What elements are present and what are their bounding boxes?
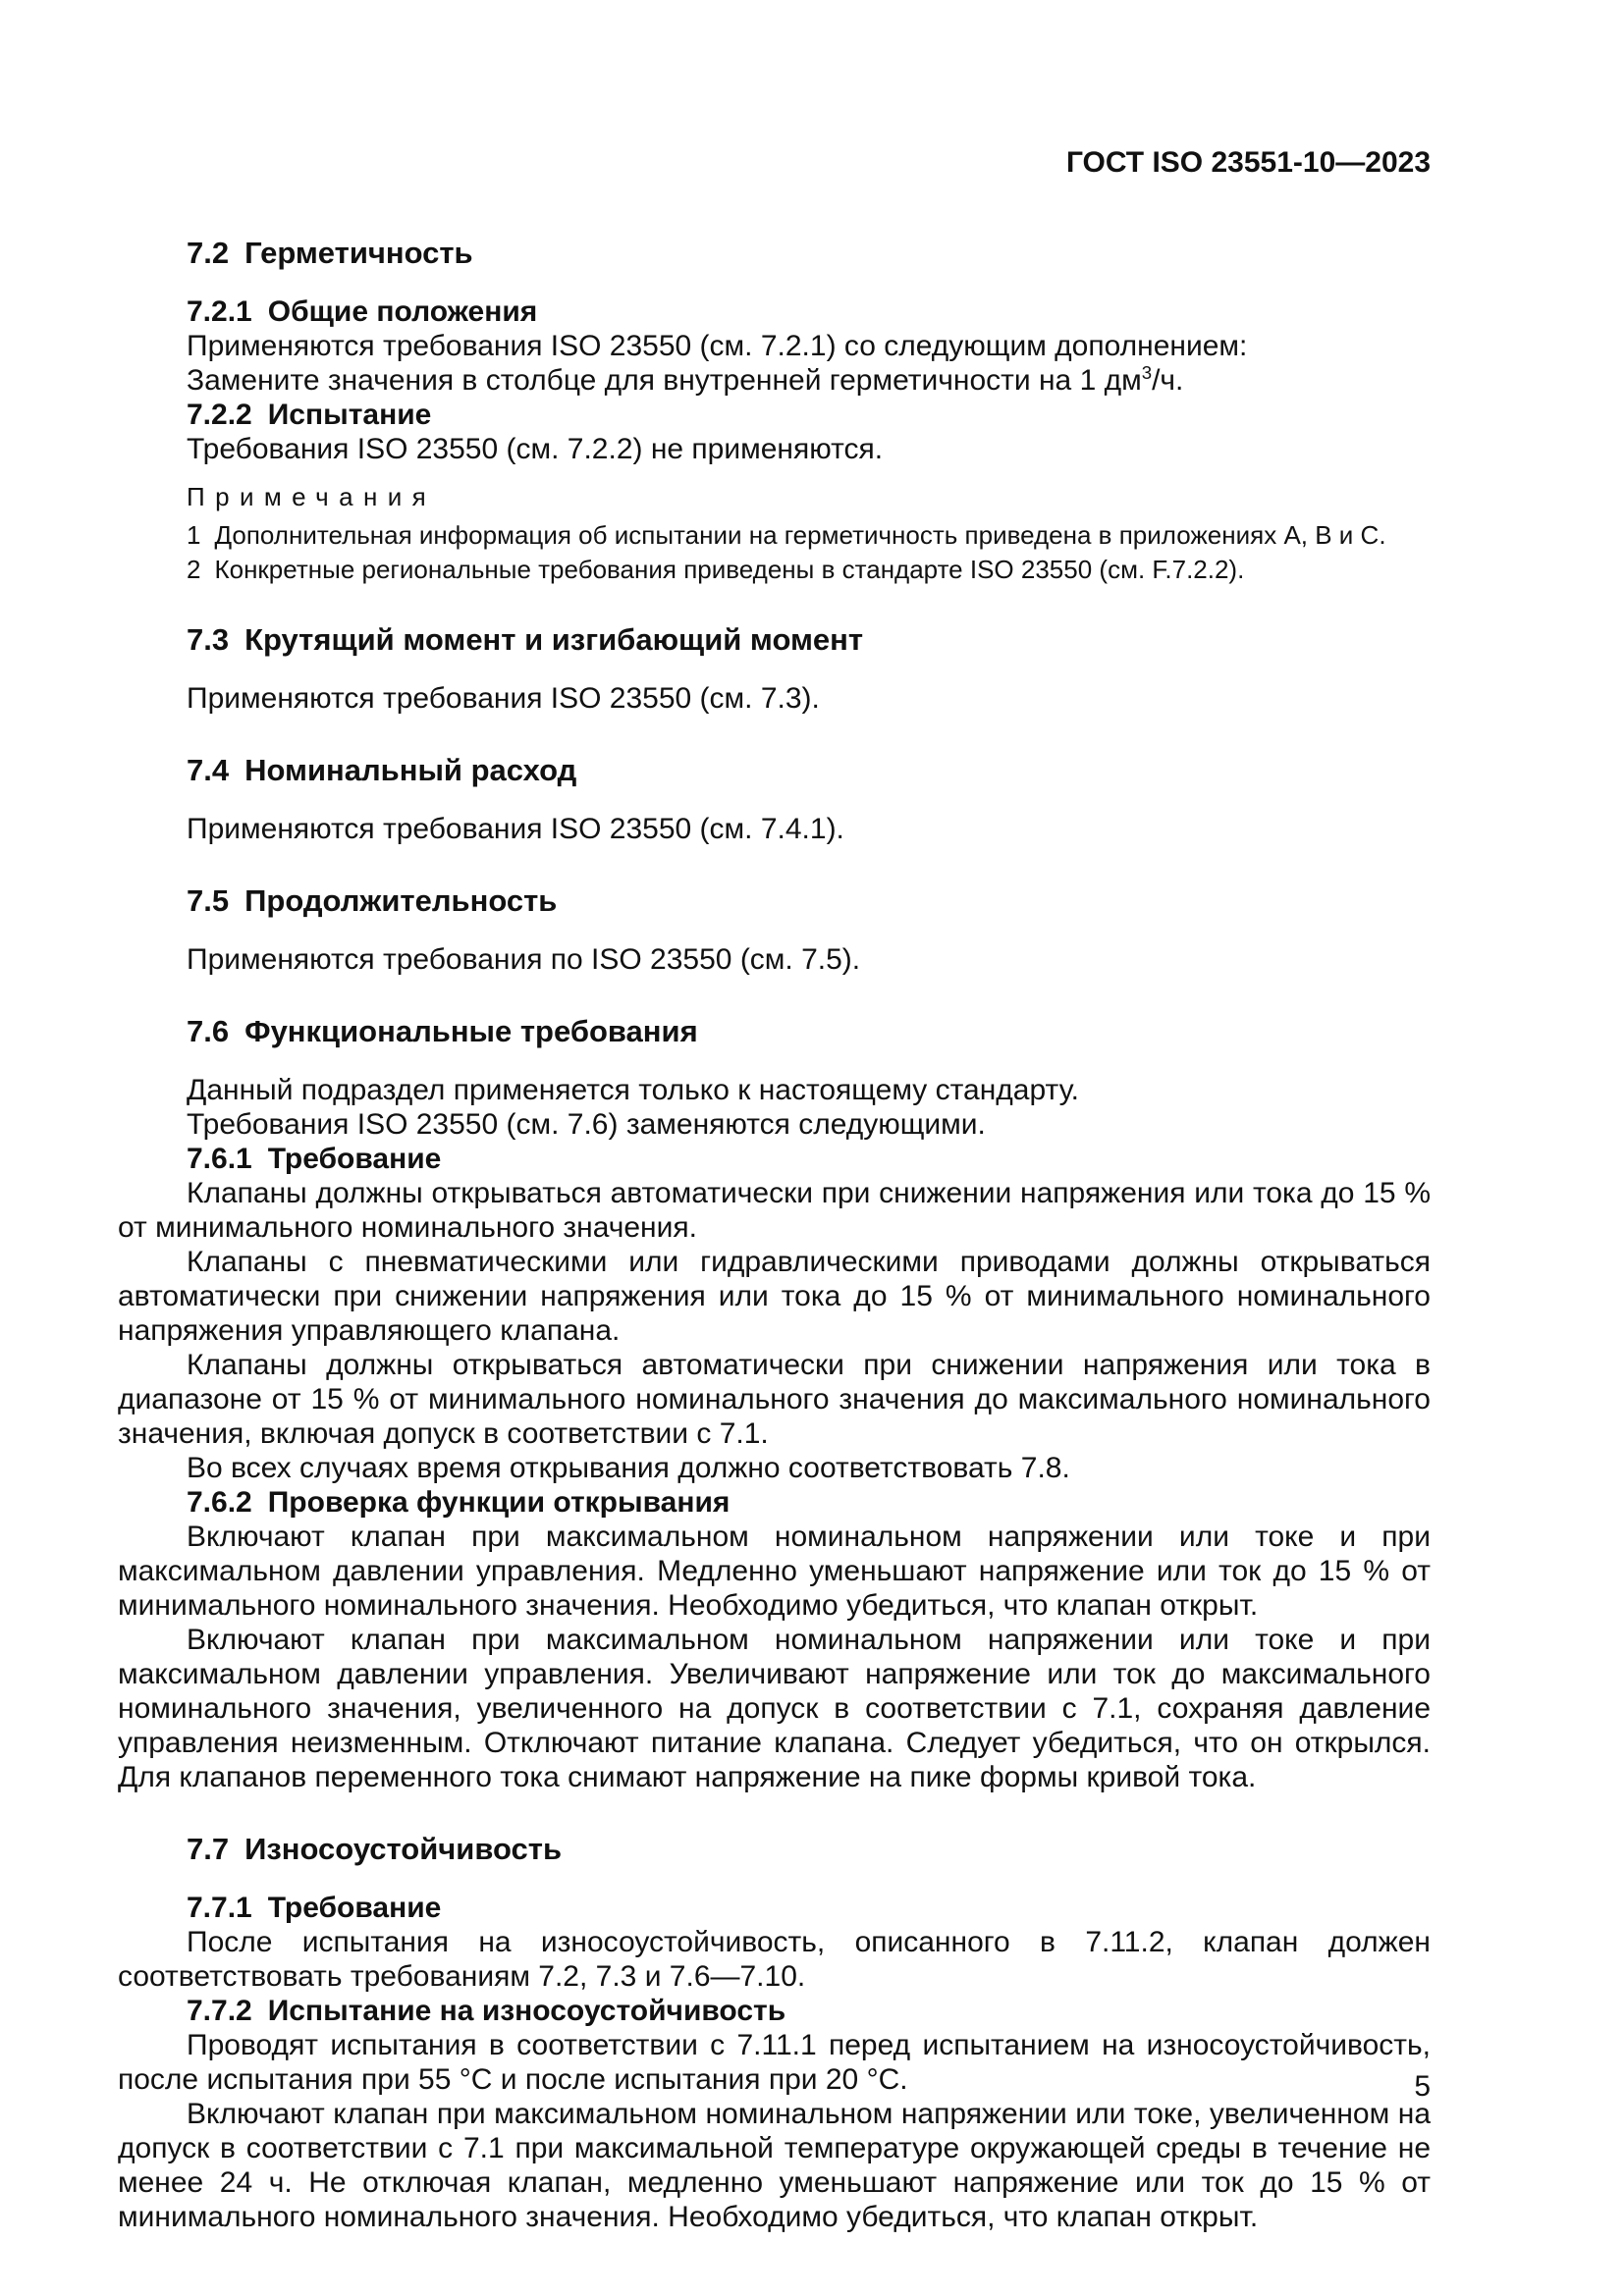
- note-item: [187, 555, 1431, 585]
- doc-code-header: ГОСТ ISO 23551-10—2023: [1065, 146, 1431, 179]
- paragraph: Применяются требования по ISO 23550 (см. 7.5).: [187, 943, 861, 976]
- section-heading-7-6: [118, 1014, 1431, 1049]
- page-number: 5: [1414, 2070, 1431, 2103]
- section-number: 7.6: [187, 1014, 230, 1048]
- section-title: Общие положения: [267, 295, 538, 328]
- note-number: 2: [187, 555, 201, 584]
- section-title: Крутящий момент и изгибающий момент: [244, 622, 864, 657]
- subsection-heading-7-2-1: [118, 294, 1431, 329]
- paragraph: Включают клапан при максимальном номинальном напряжении или токе и при максимальном давлении управления. Медленно уменьшают напряжение или ток до 15 % от минимального номинального значения. Необходимо убедиться, что клапан открыт.: [118, 1521, 1431, 1622]
- section-number: 7.7.2: [187, 1995, 252, 2027]
- paragraph: Клапаны с пневматическими или гидравлическими приводами должны открываться автоматически при снижении напряжения или тока до 15 % от минимального номинального напряжения управляющего клапана.: [118, 1246, 1431, 1347]
- paragraph: Применяются требования ISO 23550 (см. 7.4.1).: [187, 813, 844, 845]
- section-number: 7.4: [187, 753, 230, 787]
- section-number: 7.6.2: [187, 1486, 252, 1519]
- paragraph: Включают клапан при максимальном номинальном напряжении или токе и при максимальном давлении управления. Увеличивают напряжение или ток до максимального номинального значения, увеличенного на допуск в соответствии с 7.1, сохраняя давление управления неизменным. Отключают питание клапана. Следует убедиться, что он открылся. Для клапанов переменного тока снимают напряжение на пике формы кривой тока.: [118, 1624, 1431, 1793]
- section-title: Требование: [267, 1892, 442, 1924]
- paragraph-text: /ч.: [1152, 364, 1184, 397]
- subsection-heading-7-6-2: [118, 1485, 1431, 1520]
- section-heading-7-7: [118, 1832, 1431, 1867]
- notes-label: Примечания: [187, 482, 437, 511]
- section-title: Износоустойчивость: [244, 1832, 563, 1866]
- subsection-heading-7-6-1: [118, 1142, 1431, 1176]
- paragraph: Применяются требования ISO 23550 (см. 7.3).: [187, 682, 820, 715]
- paragraph: Требования ISO 23550 (см. 7.6) заменяются следующими.: [187, 1108, 986, 1141]
- paragraph: После испытания на износоустойчивость, описанного в 7.11.2, клапан должен соответствовать требованиям 7.2, 7.3 и 7.6—7.10.: [118, 1926, 1431, 1993]
- section-title: Функциональные требования: [244, 1014, 698, 1048]
- paragraph: [118, 363, 1431, 398]
- subsection-heading-7-7-1: [118, 1891, 1431, 1925]
- paragraph: Клапаны должны открываться автоматически при снижении напряжения или тока в диапазоне от 15 % от минимального номинального значения до максимального номинального значения, включая допуск в соответствии с 7.1.: [118, 1349, 1431, 1450]
- section-title: Герметичность: [244, 236, 473, 270]
- section-number: 7.2.1: [187, 295, 252, 328]
- page-content: [118, 147, 1431, 2234]
- paragraph: Данный подраздел применяется только к настоящему стандарту.: [187, 1074, 1079, 1106]
- subsection-heading-7-2-2: [118, 398, 1431, 432]
- note-text: Дополнительная информация об испытании на герметичность приведена в приложениях A, B и C.: [214, 520, 1386, 550]
- paragraph: Требования ISO 23550 (см. 7.2.2) не применяются.: [187, 433, 884, 465]
- section-title: Испытание: [267, 399, 432, 431]
- section-number: 7.7.1: [187, 1892, 252, 1924]
- note-text: Конкретные региональные требования приведены в стандарте ISO 23550 (см. F.7.2.2).: [214, 555, 1245, 584]
- section-number: 7.2: [187, 236, 230, 270]
- note-item: [187, 520, 1431, 551]
- paragraph: Во всех случаях время открывания должно соответствовать 7.8.: [187, 1452, 1070, 1484]
- section-heading-7-2: [118, 236, 1431, 271]
- section-title: Номинальный расход: [244, 753, 577, 787]
- paragraph-text: Замените значения в столбце для внутренней герметичности на 1 дм: [187, 364, 1142, 397]
- section-title: Проверка функции открывания: [267, 1486, 731, 1519]
- section-title: Испытание на износоустойчивость: [267, 1995, 786, 2027]
- section-number: 7.2.2: [187, 399, 252, 431]
- section-title: Продолжительность: [244, 883, 558, 918]
- note-number: 1: [187, 520, 201, 550]
- paragraph: Включают клапан при максимальном номинальном напряжении или токе, увеличенном на допуск в соответствии с 7.1 при максимальной температуре окружающей среды в течение не менее 24 ч. Не отключая клапан, медленно уменьшают напряжение или ток до 15 % от минимального номинального значения. Необходимо убедиться, что клапан открыт.: [118, 2098, 1431, 2233]
- section-number: 7.7: [187, 1832, 230, 1866]
- notes-block: [118, 482, 1431, 585]
- section-heading-7-4: [118, 753, 1431, 788]
- section-number: 7.3: [187, 622, 230, 657]
- section-heading-7-3: [118, 622, 1431, 658]
- subsection-heading-7-7-2: [118, 1994, 1431, 2028]
- section-number: 7.5: [187, 883, 230, 918]
- paragraph: Применяются требования ISO 23550 (см. 7.2.1) со следующим дополнением:: [187, 330, 1248, 362]
- section-title: Требование: [267, 1143, 442, 1175]
- superscript-3: 3: [1141, 362, 1153, 383]
- section-heading-7-5: [118, 883, 1431, 919]
- section-number: 7.6.1: [187, 1143, 252, 1175]
- paragraph: Клапаны должны открываться автоматически при снижении напряжения или тока до 15 % от минимального номинального значения.: [118, 1177, 1431, 1244]
- paragraph: Проводят испытания в соответствии с 7.11.1 перед испытанием на износоустойчивость, после испытания при 55 °C и после испытания при 20 °C.: [118, 2029, 1431, 2096]
